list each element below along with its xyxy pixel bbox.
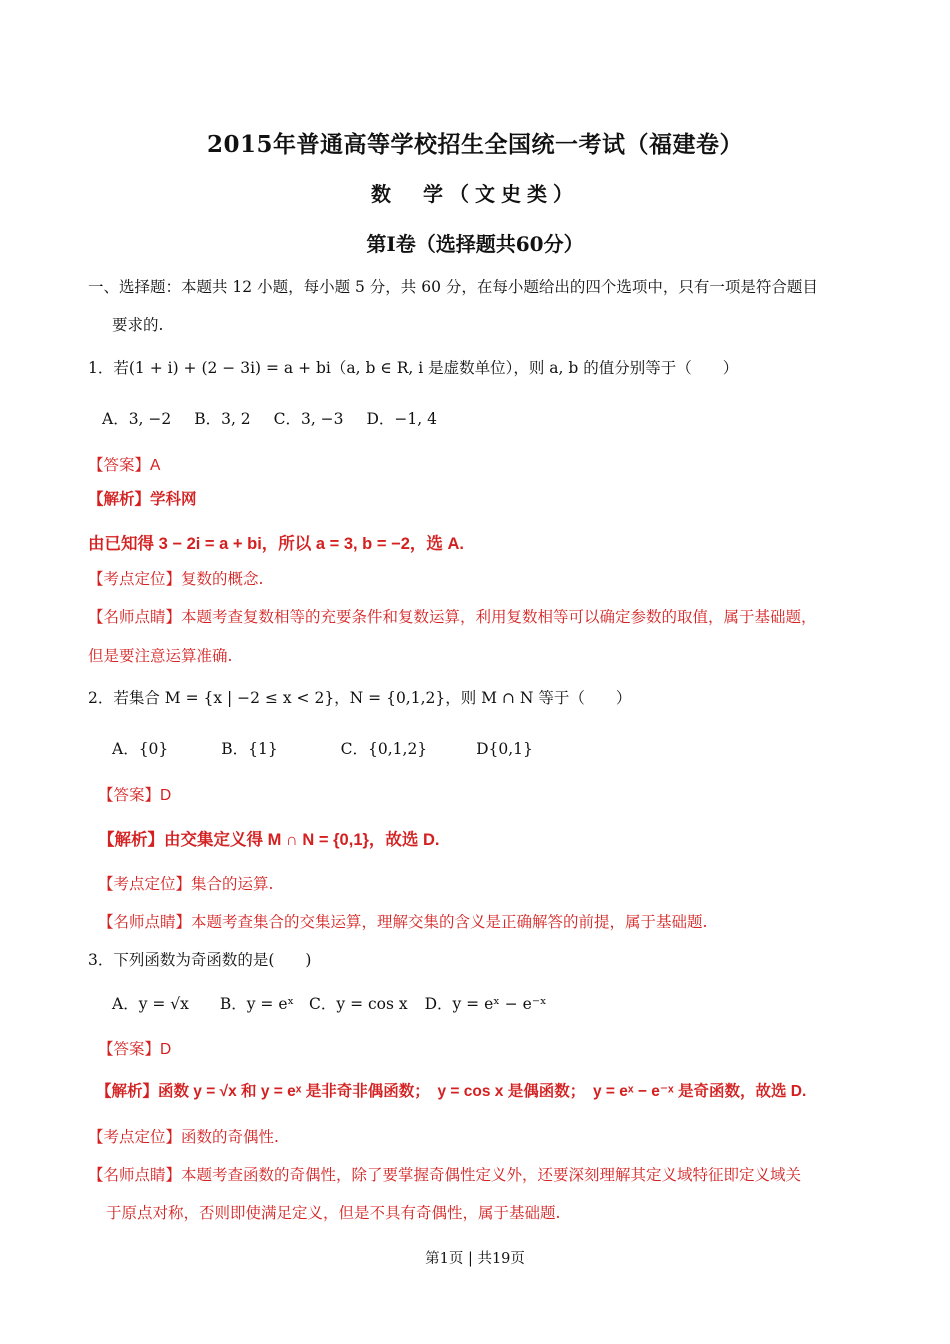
q1-comment: 【名师点睛】本题考查复数相等的充要条件和复数运算，利用复数相等可以确定参数的取值，属于基础题， bbox=[88, 608, 817, 626]
q1-point: 【考点定位】复数的概念. bbox=[88, 570, 264, 588]
question-1-options bbox=[102, 407, 455, 429]
q2-option-d: D{0,1} bbox=[476, 740, 533, 758]
q2-answer: 【答案】D bbox=[98, 787, 172, 804]
q1-comment-cont: 但是要注意运算准确. bbox=[88, 647, 233, 665]
question-1-stem: 1．若(1 + i) + (2 − 3i) = a + bi（a, b ∈ R, i 是虚数单位），则 a, b 的值分别等于（ ） bbox=[88, 359, 739, 377]
q1-option-b: B．3, 2 bbox=[194, 410, 251, 428]
q2-analysis: 【解析】由交集定义得 M ∩ N = {0,1}，故选 D. bbox=[98, 831, 440, 849]
q1-analysis: 由已知得 3 − 2i = a + bi，所以 a = 3, b = −2，选 A. bbox=[88, 535, 464, 553]
q3-option-a: A．y = √x bbox=[112, 995, 189, 1013]
q3-option-c: C．y = cos x bbox=[309, 995, 408, 1013]
q2-option-b: B．{1} bbox=[221, 740, 278, 758]
q2-option-c: C．{0,1,2} bbox=[340, 740, 428, 758]
q2-point: 【考点定位】集合的运算. bbox=[98, 875, 274, 893]
question-3-stem: 3．下列函数为奇函数的是( ) bbox=[88, 951, 312, 969]
q1-analysis-label: 【解析】学科网 bbox=[88, 491, 197, 508]
question-2-options bbox=[112, 737, 551, 759]
q3-comment: 【名师点睛】本题考查函数的奇偶性，除了要掌握奇偶性定义外，还要深刻理解其定义域特征即定义域关 bbox=[88, 1166, 802, 1184]
section-intro: 一、选择题：本题共 12 小题，每小题 5 分，共 60 分，在每小题给出的四个选项中，只有一项是符合题目 bbox=[88, 278, 818, 296]
q3-point: 【考点定位】函数的奇偶性. bbox=[88, 1128, 279, 1146]
q2-comment: 【名师点睛】本题考查集合的交集运算，理解交集的含义是正确解答的前提，属于基础题. bbox=[98, 913, 708, 931]
q1-option-c: C．3, −3 bbox=[273, 410, 344, 428]
volume-heading: 第Ⅰ卷（选择题共60分） bbox=[366, 232, 584, 256]
q1-option-a: A．3, −2 bbox=[102, 410, 172, 428]
q3-option-d: D．y = eˣ − e⁻ˣ bbox=[424, 995, 547, 1013]
q3-analysis: 【解析】函数 y = √x 和 y = eˣ 是非奇非偶函数； y = cos x 是偶函数； y = eˣ − e⁻ˣ 是奇函数，故选 D. bbox=[96, 1083, 807, 1100]
q1-answer: 【答案】A bbox=[88, 457, 161, 474]
q1-option-d: D．−1, 4 bbox=[366, 410, 437, 428]
q3-answer: 【答案】D bbox=[98, 1041, 172, 1058]
q2-option-a: A．{0} bbox=[112, 740, 169, 758]
document-subtitle: 数 学（文史类） bbox=[371, 182, 579, 206]
page-footer: 第1页 | 共19页 bbox=[425, 1251, 525, 1267]
question-2-stem: 2．若集合 M = {x | −2 ≤ x < 2}，N = {0,1,2}，则 M ∩ N 等于（ ） bbox=[88, 689, 632, 707]
q3-option-b: B．y = eˣ bbox=[219, 995, 295, 1013]
question-3-options bbox=[112, 992, 565, 1014]
document-title: 2015年普通高等学校招生全国统一考试（福建卷） bbox=[206, 131, 743, 158]
section-intro-cont: 要求的. bbox=[112, 316, 164, 334]
q3-comment-cont: 于原点对称，否则即使满足定义，但是不具有奇偶性，属于基础题. bbox=[106, 1204, 561, 1222]
